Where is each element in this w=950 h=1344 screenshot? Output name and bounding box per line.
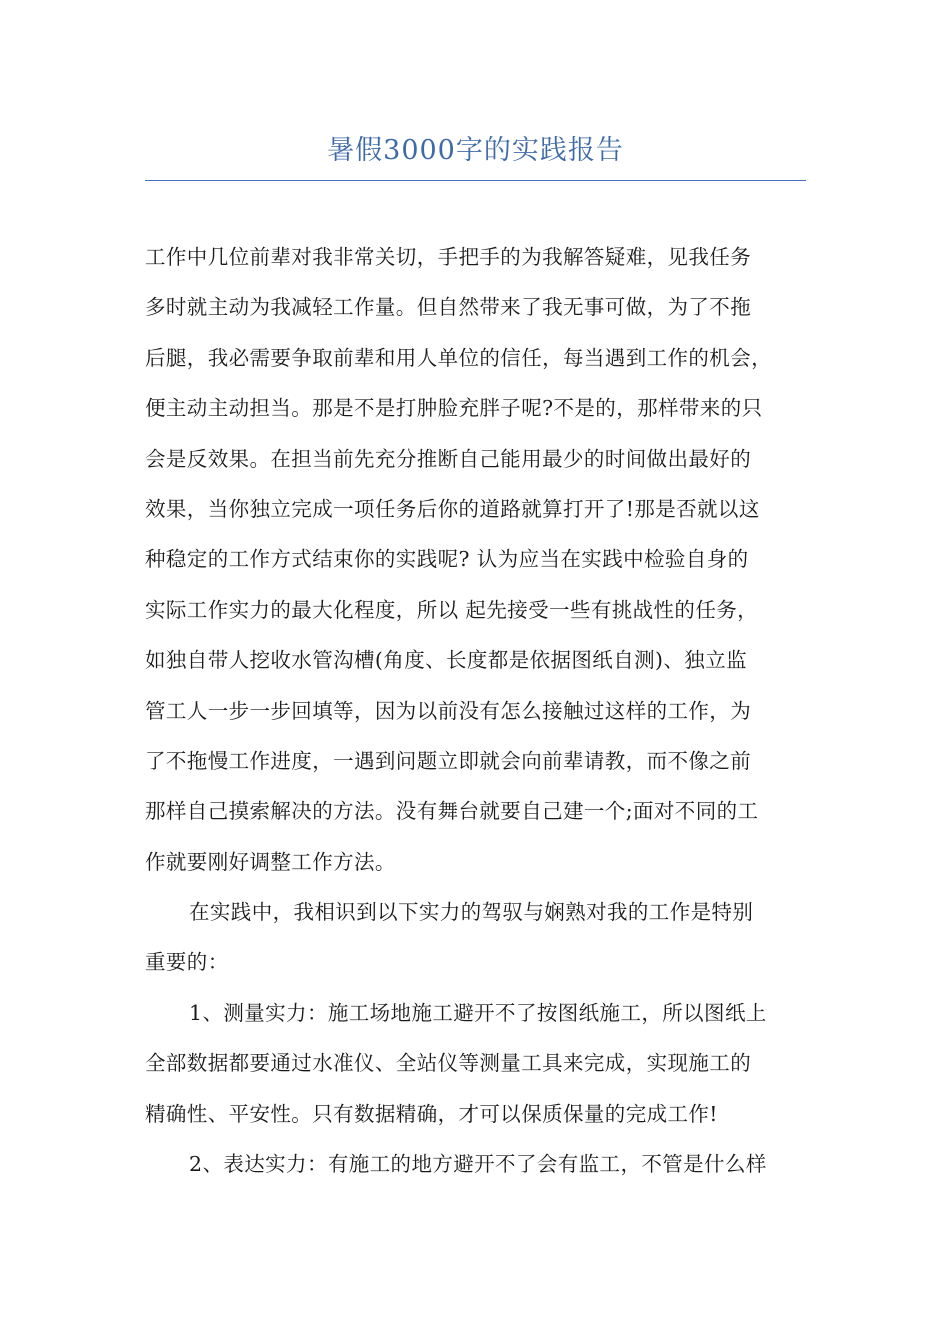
text-line: 后腿，我必需要争取前辈和用人单位的信任，每当遇到工作的机会， xyxy=(145,345,772,370)
text-line: 1、测量实力：施工场地施工避开不了按图纸施工，所以图纸上 xyxy=(189,1000,767,1025)
text-line: 重要的： xyxy=(145,950,229,975)
text-line: 精确性、平安性。只有数据精确，才可以保质保量的完成工作! xyxy=(145,1101,718,1126)
text-line: 会是反效果。在担当前先充分推断自己能用最少的时间做出最好的 xyxy=(145,446,752,471)
text-line: 实际工作实力的最大化程度，所以 起先接受一些有挑战性的任务， xyxy=(145,597,759,622)
document-title: 暑假3000字的实践报告 xyxy=(327,135,624,166)
text-line: 作就要刚好调整工作方法。 xyxy=(145,849,396,874)
text-line: 全部数据都要通过水准仪、全站仪等测量工具来完成，实现施工的 xyxy=(145,1051,752,1076)
text-line: 2、表达实力：有施工的地方避开不了会有监工，不管是什么样 xyxy=(189,1152,767,1177)
text-line: 了不拖慢工作进度，一遇到问题立即就会向前辈请教，而不像之前 xyxy=(145,748,752,773)
text-line: 如独自带人挖收水管沟槽(角度、长度都是依据图纸自测)、独立监 xyxy=(145,648,747,673)
title-underline xyxy=(145,180,806,181)
text-line: 效果，当你独立完成一项任务后你的道路就算打开了!那是否就以这 xyxy=(145,496,760,521)
text-line: 在实践中，我相识到以下实力的驾驭与娴熟对我的工作是特别 xyxy=(189,900,754,925)
text-line: 便主动主动担当。那是不是打肿脸充胖子呢?不是的，那样带来的只 xyxy=(145,396,763,421)
text-line: 多时就主动为我减轻工作量。但自然带来了我无事可做，为了不拖 xyxy=(145,295,752,320)
text-line: 那样自己摸索解决的方法。没有舞台就要自己建一个;面对不同的工 xyxy=(145,799,759,824)
text-line: 种稳定的工作方式结束你的实践呢? 认为应当在实践中检验自身的 xyxy=(145,547,749,572)
text-line: 管工人一步一步回填等，因为以前没有怎么接触过这样的工作，为 xyxy=(145,698,752,723)
document-body xyxy=(145,232,806,1189)
text-line: 工作中几位前辈对我非常关切，手把手的为我解答疑难，见我任务 xyxy=(145,245,752,269)
